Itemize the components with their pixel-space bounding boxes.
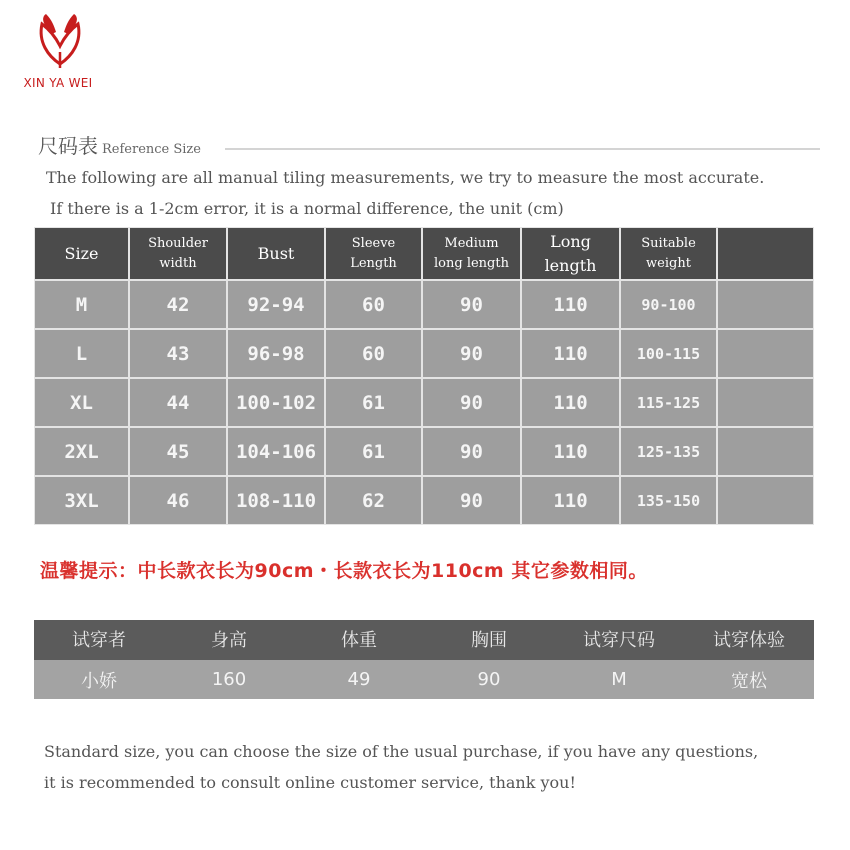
footer-note-line-1: Standard size, you can choose the size of the usual purchase, if you have any questions, — [44, 742, 759, 761]
bust-cell: 104-106 — [227, 427, 325, 476]
shoulder-cell: 42 — [129, 280, 227, 329]
table-row — [34, 427, 814, 476]
fit-header-experience: 试穿体验 — [684, 620, 814, 660]
medium-length-cell: 90 — [422, 329, 521, 378]
long-length-cell: 110 — [521, 280, 620, 329]
blank-cell — [717, 280, 814, 329]
sleeve-cell: 61 — [325, 378, 422, 427]
footer-note-line-2: it is recommended to consult online customer service, thank you! — [44, 773, 576, 792]
fit-table-row — [34, 660, 814, 699]
fit-header-height: 身高 — [164, 620, 294, 660]
long-length-cell: 110 — [521, 476, 620, 525]
bust-cell: 92-94 — [227, 280, 325, 329]
long-length-cell: 110 — [521, 378, 620, 427]
sleeve-cell: 61 — [325, 427, 422, 476]
table-row — [34, 329, 814, 378]
shoulder-cell: 45 — [129, 427, 227, 476]
header-suitable-weight: Suitable weight — [620, 227, 717, 280]
medium-length-cell: 90 — [422, 476, 521, 525]
sleeve-cell: 62 — [325, 476, 422, 525]
header-bust: Bust — [227, 227, 325, 280]
weight-cell: 115-125 — [620, 378, 717, 427]
fit-experience-cell: 宽松 — [731, 670, 767, 692]
fit-bust-cell: 90 — [477, 669, 501, 690]
shoulder-cell: 44 — [129, 378, 227, 427]
header-size: Size — [34, 227, 129, 280]
size-cell: XL — [34, 378, 129, 427]
size-table — [34, 227, 814, 525]
sleeve-cell: 60 — [325, 280, 422, 329]
fit-header-bust: 胸围 — [424, 620, 554, 660]
size-cell: 3XL — [34, 476, 129, 525]
blank-cell — [717, 329, 814, 378]
weight-cell: 90-100 — [620, 280, 717, 329]
bust-cell: 108-110 — [227, 476, 325, 525]
medium-length-cell: 90 — [422, 378, 521, 427]
butterfly-logo-icon — [30, 12, 90, 72]
shoulder-cell: 46 — [129, 476, 227, 525]
blank-cell — [717, 427, 814, 476]
fit-header-size: 试穿尺码 — [554, 620, 684, 660]
table-row — [34, 378, 814, 427]
section-title — [38, 130, 201, 159]
medium-length-cell: 90 — [422, 280, 521, 329]
fit-header-weight: 体重 — [294, 620, 424, 660]
weight-cell: 100-115 — [620, 329, 717, 378]
header-sleeve-length: Sleeve Length — [325, 227, 422, 280]
weight-cell: 135-150 — [620, 476, 717, 525]
header-long-length: Long length — [521, 227, 620, 280]
blank-cell — [717, 378, 814, 427]
size-cell: 2XL — [34, 427, 129, 476]
brand-logo — [18, 12, 98, 92]
intro-line-2: If there is a 1-2cm error, it is a normal difference, the unit (cm) — [50, 199, 564, 218]
section-title-cn: 尺码表 — [38, 134, 98, 158]
section-title-en: Reference Size — [102, 142, 201, 157]
medium-length-cell: 90 — [422, 427, 521, 476]
shoulder-cell: 43 — [129, 329, 227, 378]
bust-cell: 96-98 — [227, 329, 325, 378]
fit-tester-cell: 小娇 — [81, 670, 117, 692]
size-cell: L — [34, 329, 129, 378]
fit-size-cell: M — [611, 669, 627, 690]
header-shoulder-width: Shoulder width — [129, 227, 227, 280]
size-cell: M — [34, 280, 129, 329]
fit-header-tester: 试穿者 — [34, 620, 164, 660]
fit-height-cell: 160 — [211, 669, 247, 690]
bust-cell: 100-102 — [227, 378, 325, 427]
header-blank — [717, 227, 814, 280]
header-medium-long-length: Medium long length — [422, 227, 521, 280]
fit-table — [34, 620, 814, 699]
size-table-header — [34, 227, 814, 280]
title-divider — [225, 148, 820, 150]
long-length-cell: 110 — [521, 329, 620, 378]
warm-tip: 温馨提示：中长款衣长为90cm・长款衣长为110cm 其它参数相同。 — [40, 560, 648, 582]
fit-table-header — [34, 620, 814, 660]
brand-name: XIN YA WEI — [23, 76, 93, 90]
blank-cell — [717, 476, 814, 525]
sleeve-cell: 60 — [325, 329, 422, 378]
intro-line-1: The following are all manual tiling measurements, we try to measure the most accurate. — [46, 168, 765, 187]
long-length-cell: 110 — [521, 427, 620, 476]
table-row — [34, 280, 814, 329]
table-row — [34, 476, 814, 525]
fit-weight-cell: 49 — [347, 669, 371, 690]
weight-cell: 125-135 — [620, 427, 717, 476]
